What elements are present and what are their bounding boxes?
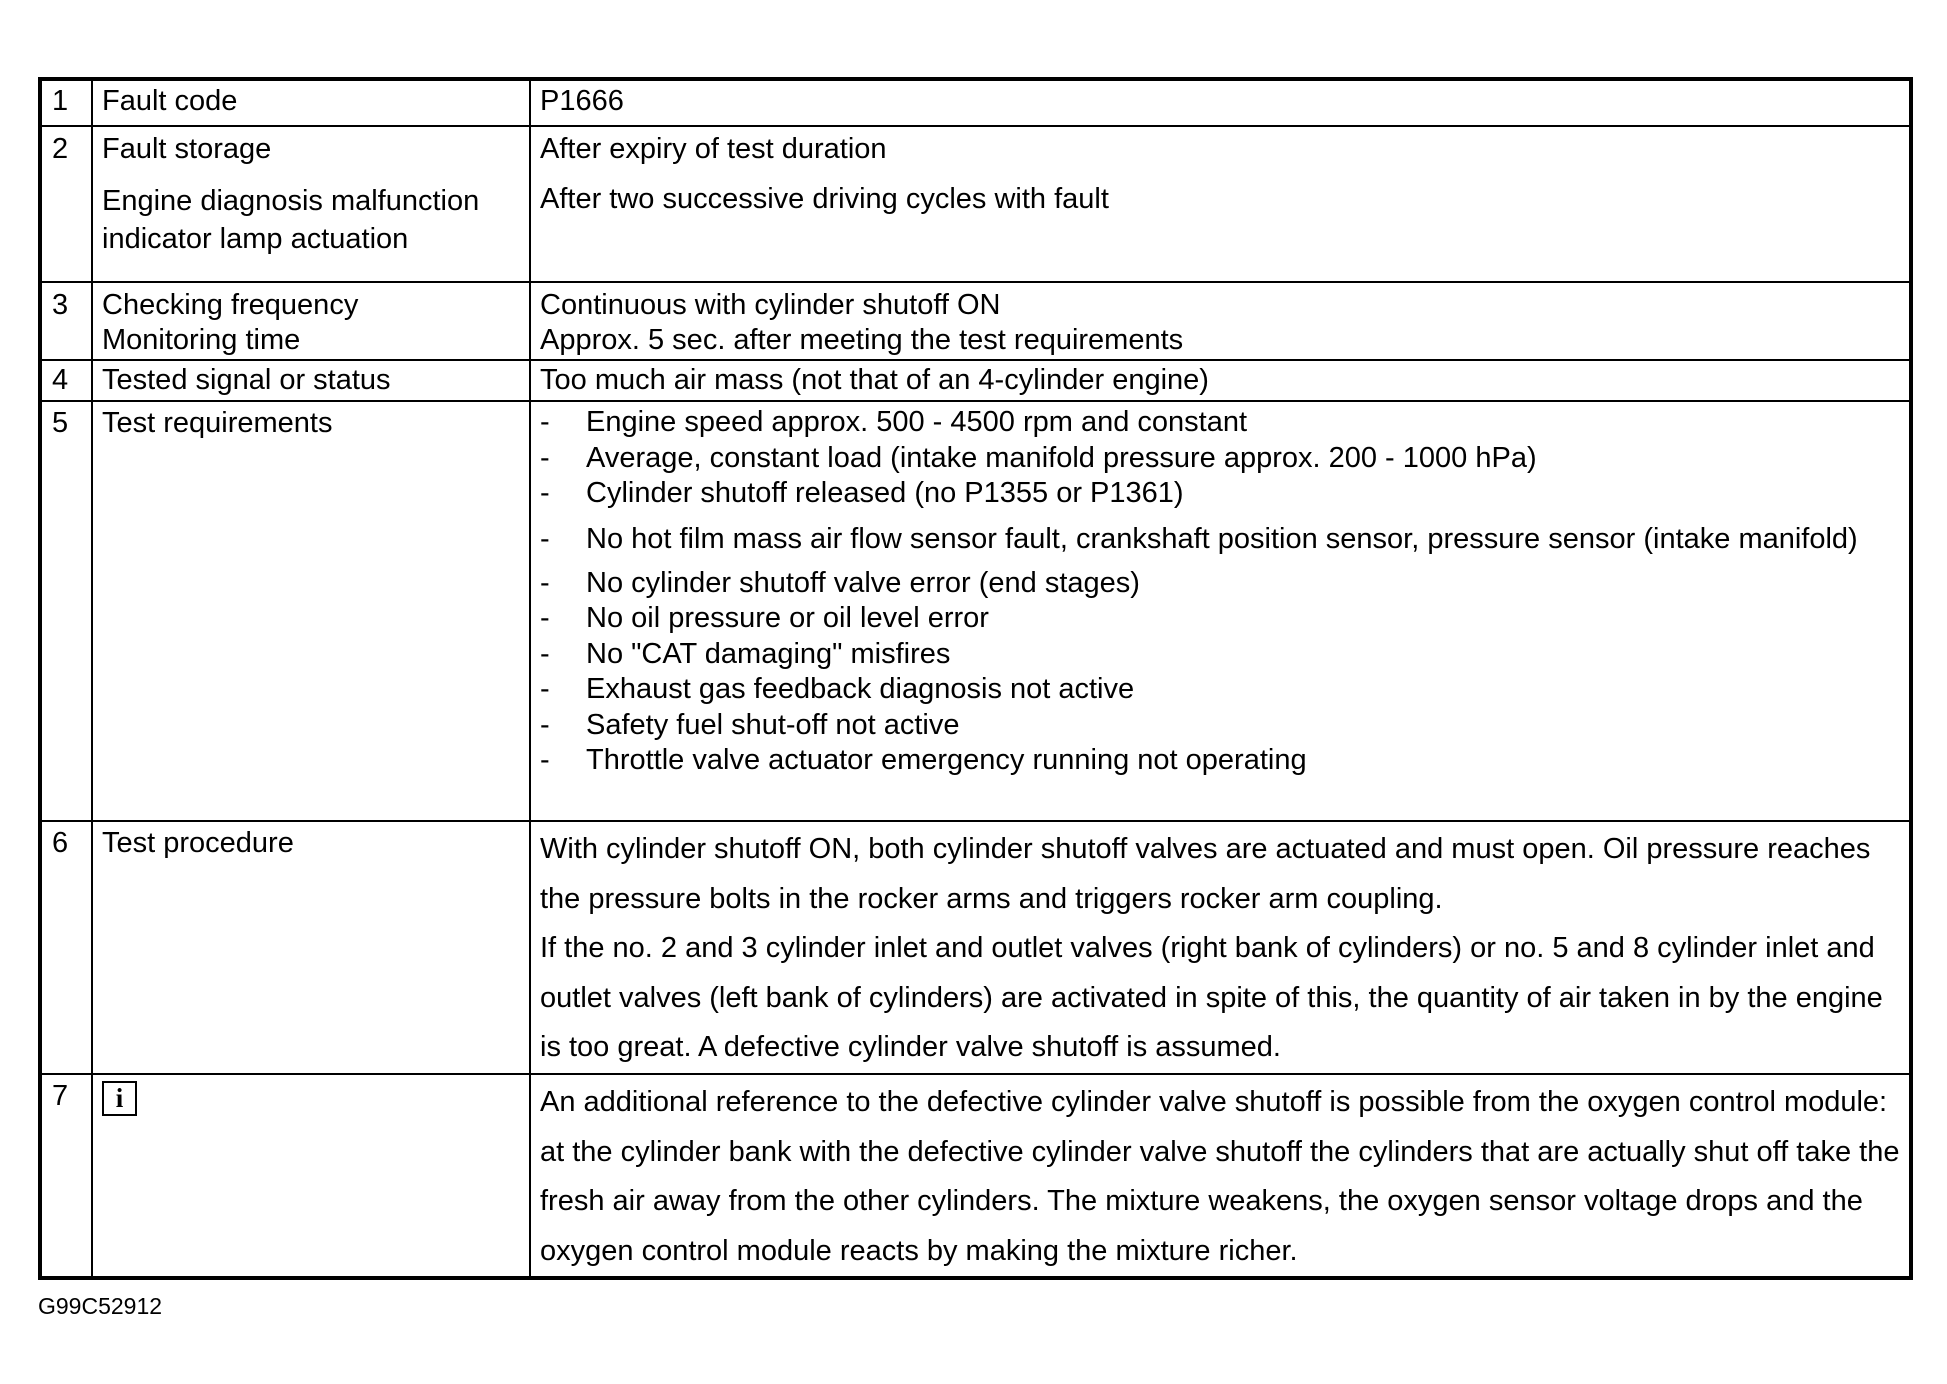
list-item: - Average, constant load (intake manifold pressure approx. 200 - 1000 hPa) (540, 441, 1901, 477)
row-label: Test procedure (102, 827, 294, 859)
row-number: 7 (52, 1080, 69, 1112)
table-row (42, 81, 1909, 127)
row-label: Test requirements (102, 407, 333, 439)
row-number: 1 (52, 85, 69, 117)
list-item: - No "CAT damaging" misfires (540, 637, 1901, 673)
list-item: - No cylinder shutoff valve error (end stages) (540, 566, 1901, 602)
row-number: 4 (52, 364, 69, 396)
row-value: After expiry of test duration (540, 133, 887, 165)
table-row (42, 402, 1909, 822)
fault-code-value: P1666 (540, 85, 624, 117)
list-item: - Throttle valve actuator emergency running not operating (540, 743, 1901, 779)
table-row (42, 127, 1909, 283)
row-number: 2 (52, 133, 69, 165)
info-icon: i (102, 1081, 137, 1116)
list-item: - Cylinder shutoff released (no P1355 or P1361) (540, 476, 1901, 512)
table-row (42, 283, 1909, 361)
diagnostic-table (38, 77, 1913, 1280)
row-value-secondary: After two successive driving cycles with fault (540, 183, 1109, 215)
row-label: Fault code (102, 85, 238, 117)
row-label: Tested signal or status (102, 364, 391, 396)
row-label: Fault storage (102, 133, 272, 165)
row-label-secondary: indicator lamp actuation (102, 223, 409, 255)
row-label: Checking frequency (102, 289, 359, 321)
list-item: - Engine speed approx. 500 - 4500 rpm and constant (540, 405, 1901, 441)
table-row (42, 1075, 1909, 1276)
row-value-secondary: Approx. 5 sec. after meeting the test requirements (540, 324, 1184, 356)
table-row (42, 822, 1909, 1075)
figure-id: G99C52912 (38, 1293, 163, 1319)
row-number: 6 (52, 827, 69, 859)
row-label-secondary: Engine diagnosis malfunction (102, 185, 480, 217)
list-item: - Exhaust gas feedback diagnosis not active (540, 672, 1901, 708)
paragraph: An additional reference to the defective cylinder valve shutoff is possible from the oxygen control module: at the cylinder bank with the defective cylinder valve shutoff the cylinders that are actually shut off take the fresh air away from the other cylinders. The mixture weakens, the oxygen sensor voltage drops and the oxygen control module reacts by making the mixture richer. (540, 1086, 1900, 1267)
row-value: Continuous with cylinder shutoff ON (540, 289, 1001, 321)
test-procedure-text (540, 825, 1901, 1073)
row-number: 5 (52, 407, 69, 439)
list-item: - No hot film mass air flow sensor fault, crankshaft position sensor, pressure sensor (intake manifold) (540, 520, 1901, 558)
row-label-secondary: Monitoring time (102, 324, 301, 356)
row-label (102, 1080, 137, 1117)
table-row (42, 361, 1909, 402)
paragraph: With cylinder shutoff ON, both cylinder shutoff valves are actuated and must open. Oil pressure reaches the pressure bolts in the rocker arms and triggers rocker arm coupling. (540, 833, 1871, 915)
row-number: 3 (52, 289, 69, 321)
note-text (540, 1078, 1901, 1276)
test-requirements-list (540, 405, 1901, 779)
list-item: - Safety fuel shut-off not active (540, 708, 1901, 744)
list-item: - No oil pressure or oil level error (540, 601, 1901, 637)
paragraph: If the no. 2 and 3 cylinder inlet and outlet valves (right bank of cylinders) or no. 5 and 8 cylinder inlet and outlet valves (left bank of cylinders) are activated in spite of this, the quantity of air taken in by the engine is too great. A defective cylinder valve shutoff is assumed. (540, 932, 1883, 1063)
row-value: Too much air mass (not that of an 4-cylinder engine) (540, 364, 1209, 396)
